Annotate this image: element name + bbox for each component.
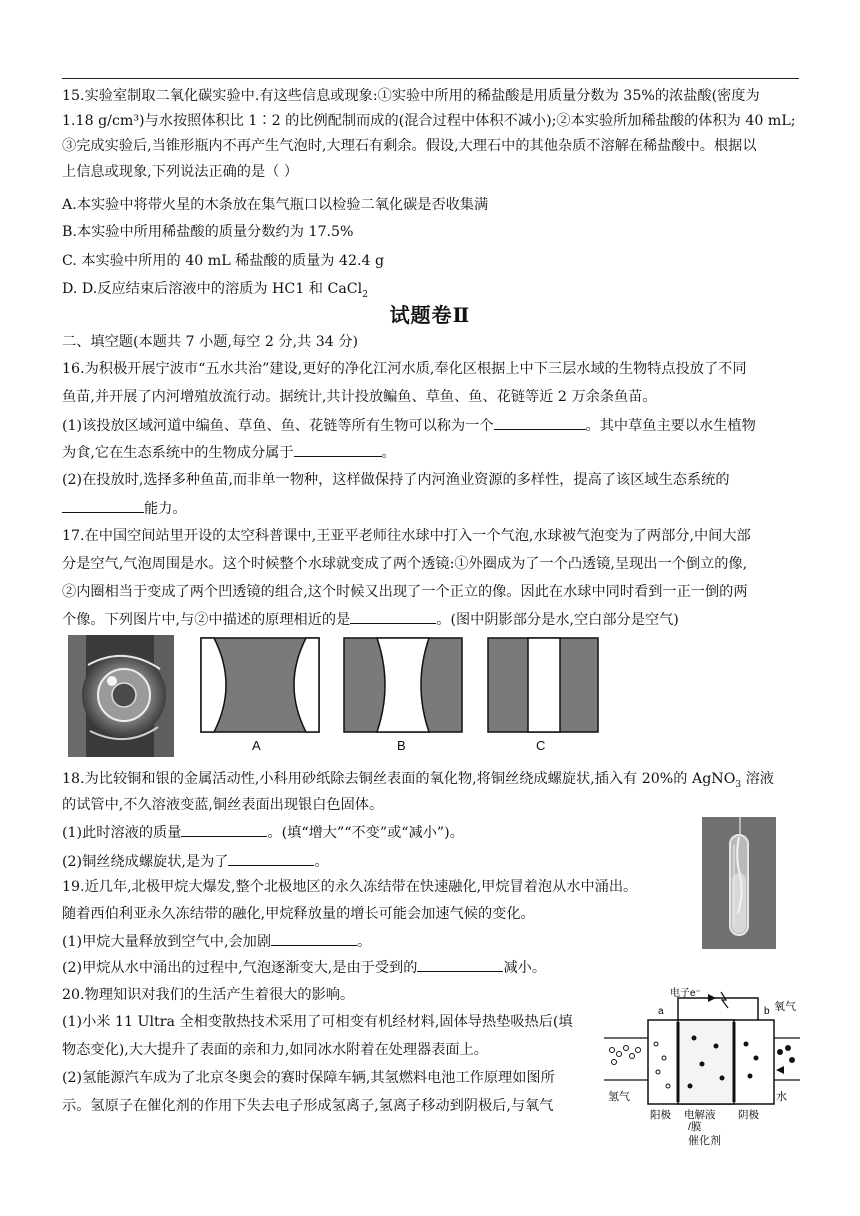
- q17-line-1: 17.在中国空间站里开设的太空科普课中,王亚平老师往水球中打入一个气泡,水球被气泡变为了两部分,中间大部: [62, 528, 751, 544]
- section-title: 试题卷Ⅱ: [389, 303, 471, 327]
- hydrogen-label: 氢气: [608, 1091, 630, 1103]
- answer-blank[interactable]: [271, 931, 357, 946]
- lens-diagram-b[interactable]: [343, 637, 463, 733]
- q17-line-4: 个像。下列图片中,与②中描述的原理相近的是 。(图中阴影部分是水,空白部分是空气): [62, 609, 679, 630]
- lens-diagram-c[interactable]: [487, 637, 599, 733]
- q15-option-d: D. D.反应结束后溶液中的溶质为 HC1 和 CaCl$_2$: [62, 281, 368, 300]
- q15-line-3: ③完成实验后,当锥形瓶内不再产生气泡时,大理石有剩余。假设,大理石中的其他杂质不溶解在稀盐酸中。根据以: [62, 138, 757, 154]
- q20-line-5: 示。氢原子在催化剂的作用下失去电子形成氢离子,氢离子移动到阴极后,与氧气: [62, 1098, 554, 1114]
- cathode-label: 阴极: [738, 1109, 759, 1121]
- lens-diagram-a[interactable]: [200, 637, 320, 733]
- q18-line-1: 18.为比较铜和银的金属活动性,小科用砂纸除去铜丝表面的氧化物,将铜丝绕成螺旋状,插入有 20%的 AgNO$_3$ 溶液: [62, 771, 774, 790]
- test-tube-photo: [702, 817, 776, 949]
- q15-line-4: 上信息或现象,下列说法正确的是（ ）: [62, 164, 299, 180]
- q19-line-2: 随着西伯利亚永久冻结带的融化,甲烷释放量的增长可能会加速气候的变化。: [62, 906, 535, 922]
- fuel-cell-diagram: [604, 982, 800, 1132]
- q18-line-4: (2)铜丝绕成螺旋状,是为了 。: [62, 851, 329, 872]
- answer-blank[interactable]: [294, 442, 382, 457]
- q19-line-4: (2)甲烷从水中涌出的过程中,气泡逐渐变大,是由于受到的 减小。: [62, 957, 546, 978]
- caption-b: B: [397, 738, 406, 753]
- q17-line-3: ②内圈相当于变成了两个凹透镜的组合,这个时候又出现了一个正立的像。因此在水球中同时看到一正一倒的两: [62, 584, 748, 600]
- top-rule: [62, 78, 799, 79]
- caption-c: C: [536, 738, 546, 753]
- q15-line-2: 1.18 g/cm³)与水按照体积比 1∶2 的比例配制而成的(混合过程中体积不减小);②本实验所加稀盐酸的体积为 40 mL;: [62, 113, 796, 129]
- part-two-heading: 二、填空题(本题共 7 小题,每空 2 分,共 34 分): [62, 334, 359, 350]
- q18-line-3: (1)此时溶液的质量 。(填“增大”“不变”或“减小”)。: [62, 822, 464, 843]
- q15-option-b: B.本实验中所用稀盐酸的质量分数约为 17.5%: [62, 224, 354, 240]
- q18-line-2: 的试管中,不久溶液变蓝,铜丝表面出现银白色固体。: [62, 797, 384, 813]
- terminal-b-label: b: [764, 1006, 770, 1017]
- electron-label: 电子e⁻: [670, 988, 701, 999]
- answer-blank[interactable]: [62, 498, 144, 513]
- caption-a: A: [252, 738, 261, 753]
- q17-line-2: 分是空气,气泡周围是水。这个时候整个水球就变成了两个透镜:①外圈成为了一个凸透镜,呈现出一个倒立的像,: [62, 556, 748, 572]
- answer-blank[interactable]: [228, 851, 314, 866]
- q20-line-2: (1)小米 11 Ultra 全相变散热技术采用了可相变有机经材料,固体导热垫吸热后(填: [62, 1014, 573, 1030]
- electrolyte-label: 电解液: [684, 1109, 716, 1121]
- q20-line-4: (2)氢能源汽车成为了北京冬奥会的赛时保障车辆,其氢燃料电池工作原理如图所: [62, 1070, 555, 1086]
- answer-blank[interactable]: [181, 822, 267, 837]
- q16-line-6: 能力。: [62, 498, 187, 519]
- q16-line-1: 16.为积极开展宁波市“五水共治”建设,更好的净化江河水质,奉化区根据上中下三层水域的生物特点投放了不同: [62, 361, 747, 377]
- terminal-a-label: a: [658, 1006, 664, 1017]
- q19-line-1: 19.近几年,北极甲烷大爆发,整个北极地区的永久冻结带在快速融化,甲烷冒着泡从水中涌出。: [62, 879, 638, 895]
- answer-blank[interactable]: [417, 957, 503, 972]
- q16-line-5: (2)在投放时,选择多种鱼苗,而非单一物种，这样做保持了内河渔业资源的多样性，提高了该区域生态系统的: [62, 472, 730, 488]
- q16-line-4: 为食,它在生态系统中的生物成分属于 。: [62, 442, 396, 463]
- water-label: 水: [776, 1091, 787, 1103]
- oxygen-label: 氧气: [774, 1001, 796, 1013]
- membrane-label: /膜: [688, 1121, 702, 1132]
- q15-option-c: C. 本实验中所用的 40 mL 稀盐酸的质量为 42.4 g: [62, 253, 385, 269]
- water-ball-photo: [68, 635, 174, 757]
- anode-label: 阳极: [650, 1109, 671, 1121]
- q20-line-1: 20.物理知识对我们的生活产生着很大的影响。: [62, 987, 355, 1003]
- answer-blank[interactable]: [494, 415, 586, 430]
- catalyst-label: 催化剂: [688, 1135, 721, 1147]
- q16-line-3: (1)该投放区域河道中编鱼、草鱼、鱼、花链等所有生物可以称为一个 。其中草鱼主要以水生植物: [62, 415, 756, 436]
- q19-line-3: (1)甲烷大量释放到空气中,会加剧 。: [62, 931, 371, 952]
- q16-line-2: 鱼苗,并开展了内河增殖放流行动。据统计,共计投放鳊鱼、草鱼、鱼、花链等近 2 万余条鱼苗。: [62, 389, 657, 405]
- q15-option-a: A.本实验中将带火星的木条放在集气瓶口以检验二氧化碳是否收集满: [62, 197, 489, 213]
- q20-line-3: 物态变化),大大提升了表面的亲和力,如同冰水附着在处理器表面上。: [62, 1042, 488, 1058]
- q15-line-1: 15.实验室制取二氧化碳实验中.有这些信息或现象:①实验中所用的稀盐酸是用质量分数为 35%的浓盐酸(密度为: [62, 88, 760, 104]
- answer-blank[interactable]: [350, 609, 436, 624]
